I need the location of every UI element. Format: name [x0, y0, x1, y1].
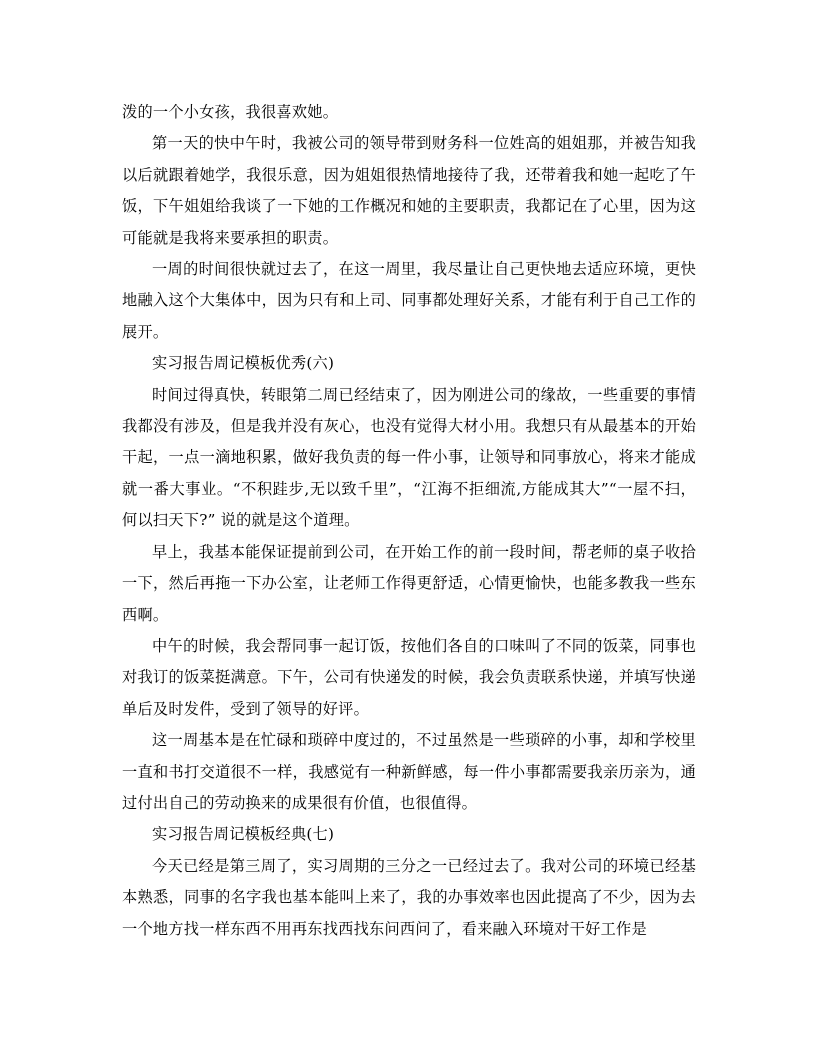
paragraph-continuation: 泼的一个小女孩，我很喜欢她。: [122, 103, 339, 121]
paragraph-week-summary: 这一周基本是在忙碌和琐碎中度过的，不过虽然是一些琐碎的小事，却和学校里一直和书打交道很不一样，我感觉有一种新鲜感，每一件小事都需要我亲历亲为，通过付出自己的劳动换来的成果很有价值，也很值得。: [122, 731, 696, 812]
document-page: [122, 97, 696, 945]
paragraph-third-week: 今天已经是第三周了，实习周期的三分之一已经过去了。我对公司的环境已经基本熟悉，同事的名字我也基本能叫上来了，我的办事效率也因此提高了不少，因为去一个地方找一样东西不用再东找西找东问西问了，看来融入环境对干好工作是: [122, 856, 696, 938]
section-heading-six: 实习报告周记模板优秀(六): [152, 354, 335, 373]
paragraph-first-day: 第一天的快中午时，我被公司的领导带到财务科一位姓高的姐姐那，并被告知我以后就跟着她学，我很乐意，因为姐姐很热情地接待了我，还带着我和她一起吃了午饭，下午姐姐给我谈了一下她的工作概况和她的主要职责，我都记在了心里，因为这可能就是我将来要承担的职责。: [122, 134, 696, 247]
paragraph-noon: 中午的时候，我会帮同事一起订饭，按他们各自的口味叫了不同的饭菜，同事也对我订的饭菜挺满意。下午，公司有快递发的时候，我会负责联系快递，并填写快递单后及时发件，受到了领导的好评。: [122, 636, 696, 718]
paragraph-second-week: 时间过得真快，转眼第二周已经结束了，因为刚进公司的缘故，一些重要的事情我都没有涉及，但是我并没有灰心，也没有觉得大材小用。我想只有从最基本的开始干起，一点一滴地积累，做好我负责的每一件小事，让领导和同事放心，将来才能成就一番大事业。“不积跬步,无以致千里”，“江海不拒细流,方能成其大”“一屋不扫，何以扫天下?” 说的就是这个道理。: [122, 385, 696, 530]
paragraph-morning: 早上，我基本能保证提前到公司，在开始工作的前一段时间，帮老师的桌子收拾一下，然后再拖一下办公室，让老师工作得更舒适，心情更愉快，也能多教我一些东西啊。: [122, 542, 696, 624]
section-heading-seven: 实习报告周记模板经典(七): [152, 825, 335, 844]
paragraph-first-week: 一周的时间很快就过去了，在这一周里，我尽量让自己更快地去适应环境，更快地融入这个大集体中，因为只有和上司、同事都处理好关系，才能有利于自己工作的展开。: [122, 260, 696, 341]
